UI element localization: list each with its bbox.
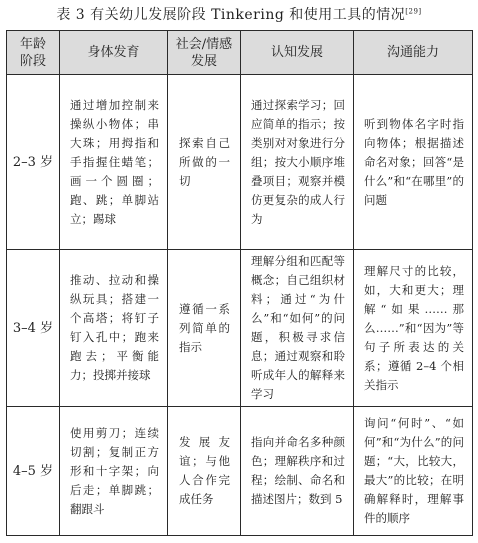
- age-cell: 4–5 岁: [7, 407, 60, 536]
- communication-cell: 询问“何时”、“如何”和“为什么”的问题；“大，比较大，最大”的比较；在明确解释时，理解事件的顺序: [354, 407, 473, 536]
- social-cell: 发展友谊；与他人合作完成任务: [168, 407, 241, 536]
- citation-reference: [29]: [405, 7, 422, 16]
- physical-cell: 使用剪刀；连续切割；复制正方形和十字架；向后走；单脚跳；翻跟斗: [60, 407, 168, 536]
- table-row: [7, 250, 473, 407]
- table-caption: [0, 4, 478, 24]
- header-communication: 沟通能力: [354, 31, 473, 75]
- age-cell: 2–3 岁: [7, 75, 60, 250]
- social-cell: 探索自己所做的一切: [168, 75, 241, 250]
- social-cell: 遵循一系列简单的指示: [168, 250, 241, 407]
- header-physical: 身体发育: [60, 31, 168, 75]
- age-cell: 3–4 岁: [7, 250, 60, 407]
- physical-cell: 通过增加控制来操纵小物体；串大珠；用拇指和手指握住蜡笔；画一个圆圈；跑、跳；单脚站立；踢球: [60, 75, 168, 250]
- cognitive-cell: 理解分组和匹配等概念；自己组织材料；通过“为什么”和“如何”的问题，积极寻求信息；通过观察和聆听成年人的解释来学习: [241, 250, 354, 407]
- header-age: 年龄阶段: [7, 31, 60, 75]
- header-social: 社会/情感发展: [168, 31, 241, 75]
- communication-cell: 理解尺寸的比较，如，大和更大；理解“如果……那么……”和“因为”等句子所表达的关系；遵循 2–4 个相关指示: [354, 250, 473, 407]
- table-header-row: [7, 31, 473, 75]
- caption-title: 表 3 有关幼儿发展阶段 Tinkering 和使用工具的情况: [56, 7, 406, 23]
- table-row: [7, 407, 473, 536]
- table-row: [7, 75, 473, 250]
- communication-cell: 听到物体名字时指向物体；根据描述命名对象；回答“是什么”和“在哪里”的问题: [354, 75, 473, 250]
- header-cognitive: 认知发展: [241, 31, 354, 75]
- development-table: [6, 30, 473, 536]
- cognitive-cell: 指向并命名多种颜色；理解秩序和过程；绘制、命名和描述图片；数到 5: [241, 407, 354, 536]
- physical-cell: 推动、拉动和操纵玩具；搭建一个高塔；将钉子钉入孔中；跑来跑去；平衡能力；投掷并接球: [60, 250, 168, 407]
- cognitive-cell: 通过探索学习；回应简单的指示；按类别对对象进行分组；按大小顺序堆叠项目；观察并模仿更复杂的成人行为: [241, 75, 354, 250]
